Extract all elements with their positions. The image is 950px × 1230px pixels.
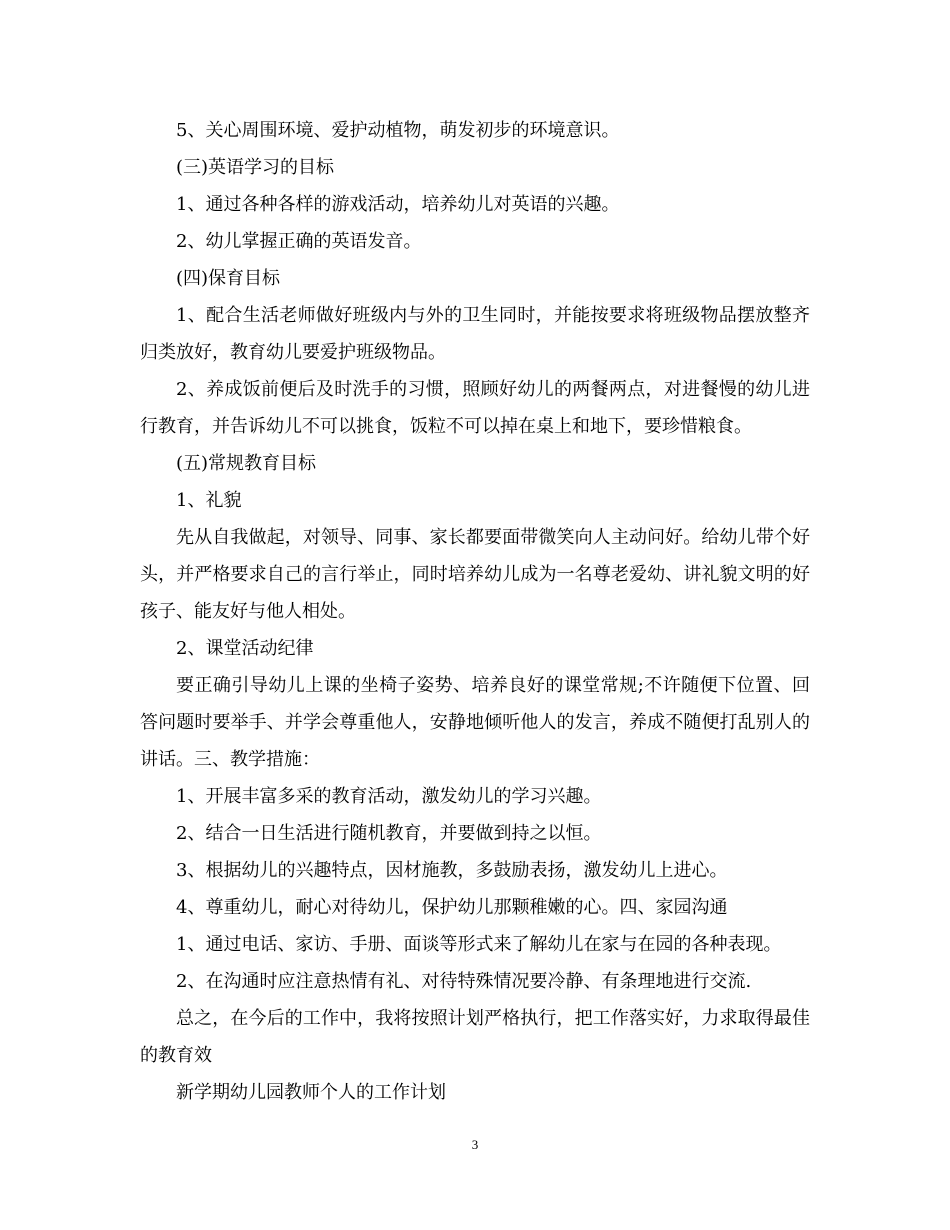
paragraph: 3、根据幼儿的兴趣特点，因材施教，多鼓励表扬，激发幼儿上进心。 — [176, 860, 728, 881]
paragraph: 1、开展丰富多采的教育活动，激发幼儿的学习兴趣。 — [176, 786, 602, 807]
paragraph: 总之，在今后的工作中，我将按照计划严格执行，把工作落实好，力求取得最佳的教育效 — [140, 1008, 810, 1066]
document-body — [140, 112, 810, 1111]
document-title: 新学期幼儿园教师个人的工作计划 — [176, 1082, 446, 1103]
paragraph: 2、在沟通时应注意热情有礼、对待特殊情况要冷静、有条理地进行交流. — [176, 971, 752, 992]
paragraph: 1、配合生活老师做好班级内与外的卫生同时，并能按要求将班级物品摆放整齐归类放好，教育幼儿要爱护班级物品。 — [140, 305, 810, 363]
paragraph: 4、尊重幼儿，耐心对待幼儿，保护幼儿那颗稚嫩的心。四、家园沟通 — [176, 897, 728, 918]
subheading: 1、礼貌 — [176, 490, 242, 511]
paragraph: 2、养成饭前便后及时洗手的习惯，照顾好幼儿的两餐两点，对进餐慢的幼儿进行教育，并告诉幼儿不可以挑食，饭粒不可以掉在桌上和地下，要珍惜粮食。 — [140, 379, 810, 437]
paragraph: 2、结合一日生活进行随机教育，并要做到持之以恒。 — [176, 823, 602, 844]
paragraph: 1、通过电话、家访、手册、面谈等形式来了解幼儿在家与在园的各种表现。 — [176, 934, 782, 955]
section-heading: (四)保育目标 — [176, 268, 281, 289]
section-heading: (三)英语学习的目标 — [176, 157, 335, 178]
paragraph: 1、通过各种各样的游戏活动，培养幼儿对英语的兴趣。 — [176, 194, 620, 215]
section-heading: (五)常规教育目标 — [176, 453, 317, 474]
subheading: 2、课堂活动纪律 — [176, 638, 314, 659]
paragraph: 要正确引导幼儿上课的坐椅子姿势、培养良好的课堂常规;不许随便下位置、回答问题时要举手、并学会尊重他人，安静地倾听他人的发言，养成不随便打乱别人的讲话。三、教学措施： — [140, 675, 810, 770]
paragraph: 2、幼儿掌握正确的英语发音。 — [176, 231, 422, 252]
paragraph: 5、关心周围环境、爱护动植物，萌发初步的环境意识。 — [176, 120, 620, 141]
paragraph: 先从自我做起，对领导、同事、家长都要面带微笑向人主动问好。给幼儿带个好头，并严格要求自己的言行举止，同时培养幼儿成为一名尊老爱幼、讲礼貌文明的好孩子、能友好与他人相处。 — [140, 527, 810, 622]
page-number: 3 — [471, 1137, 479, 1152]
